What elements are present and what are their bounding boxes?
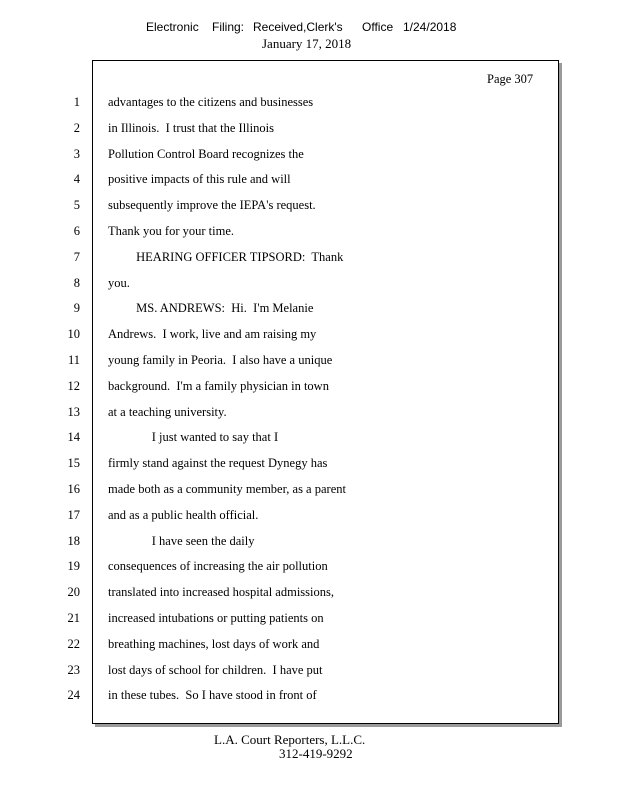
- line-text: consequences of increasing the air pollution: [108, 559, 328, 574]
- stamp-office: Office: [362, 20, 394, 34]
- stamp-electronic: Electronic: [146, 20, 199, 34]
- line-text: at a teaching university.: [108, 404, 227, 419]
- line-text: in Illinois. I trust that the Illinois: [108, 120, 274, 135]
- reporter-phone: 312-419-9292: [279, 746, 353, 761]
- line-text: increased intubations or putting patients on: [108, 611, 324, 625]
- line-number: 2: [73, 120, 80, 135]
- line-text: lost days of school for children. I have put: [108, 662, 323, 677]
- line-text: and as a public health official.: [108, 507, 259, 522]
- line-number: 19: [67, 559, 80, 574]
- line-number: 14: [67, 430, 80, 445]
- stamp-filing: Filing:: [212, 20, 245, 34]
- line-number: 4: [73, 172, 80, 187]
- transcript-date: January 17, 2018: [262, 36, 352, 51]
- line-number: 18: [67, 533, 80, 548]
- line-number: 9: [73, 301, 80, 316]
- line-text: firmly stand against the request Dynegy has: [108, 456, 328, 471]
- line-number: 22: [67, 636, 80, 651]
- line-text: Thank you for your time.: [108, 224, 235, 238]
- line-text: translated into increased hospital admissions,: [108, 585, 334, 600]
- line-text: I have seen the daily: [108, 533, 255, 548]
- line-number: 1: [73, 95, 80, 109]
- line-number: 10: [67, 327, 80, 342]
- line-text: I just wanted to say that I: [108, 430, 279, 445]
- line-number: 5: [73, 198, 80, 213]
- line-number: 24: [67, 688, 80, 703]
- line-number: 8: [73, 275, 80, 290]
- reporter-company: L.A. Court Reporters, L.L.C.: [214, 732, 366, 747]
- page-number: Page 307: [487, 72, 534, 86]
- line-text: made both as a community member, as a parent: [108, 482, 346, 496]
- line-number: 15: [67, 456, 80, 471]
- line-text: in these tubes. So I have stood in front of: [108, 688, 317, 703]
- line-number: 6: [73, 224, 80, 238]
- line-number: 13: [67, 404, 80, 419]
- line-number: 20: [67, 585, 80, 600]
- stamp-date: 1/24/2018: [403, 20, 457, 34]
- line-text: Pollution Control Board recognizes the: [108, 146, 304, 161]
- line-number: 16: [67, 482, 80, 496]
- line-number: 3: [73, 146, 80, 161]
- line-text: breathing machines, lost days of work and: [108, 636, 320, 651]
- footer: [214, 733, 365, 761]
- line-text: you.: [108, 275, 130, 290]
- line-text: positive impacts of this rule and will: [108, 172, 291, 187]
- line-text: young family in Peoria. I also have a unique: [108, 353, 333, 367]
- line-number: 11: [67, 353, 80, 367]
- line-text: subsequently improve the IEPA's request.: [108, 198, 316, 213]
- line-text: Andrews. I work, live and am raising my: [108, 327, 317, 342]
- line-number: 21: [67, 611, 80, 625]
- line-number: 12: [67, 378, 80, 393]
- line-text: HEARING OFFICER TIPSORD: Thank: [108, 249, 344, 264]
- line-text: advantages to the citizens and businesses: [108, 95, 314, 109]
- stamp-received: Received,Clerk's: [253, 20, 343, 34]
- line-number: 7: [73, 249, 80, 264]
- line-number: 23: [67, 662, 80, 677]
- line-text: MS. ANDREWS: Hi. I'm Melanie: [108, 301, 314, 316]
- line-text: background. I'm a family physician in town: [108, 378, 329, 393]
- line-number: 17: [67, 507, 80, 522]
